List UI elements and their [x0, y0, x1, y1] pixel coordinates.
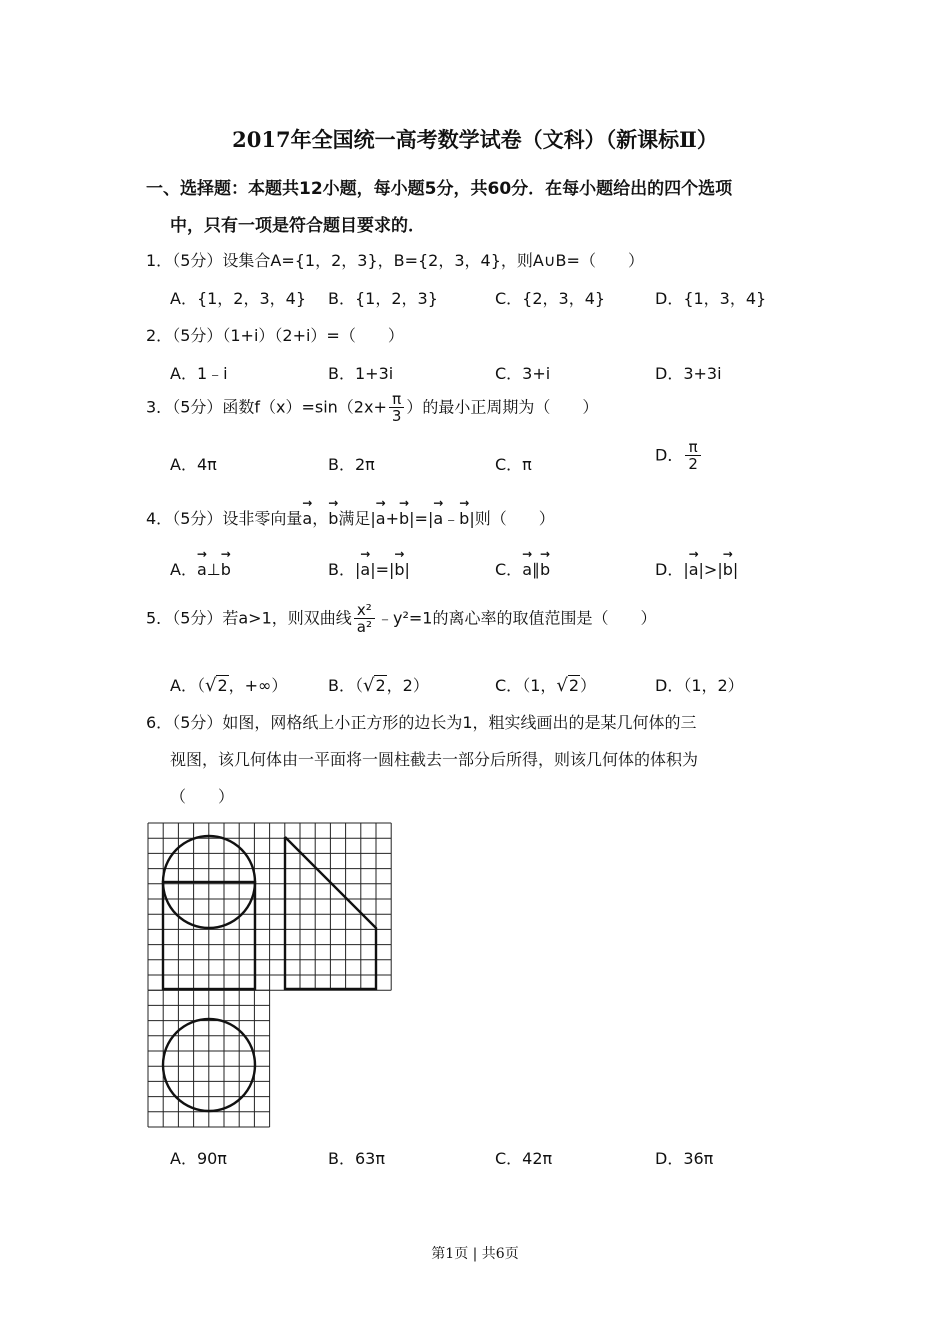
question-3	[146, 392, 598, 424]
q3-option-d	[655, 440, 703, 472]
page-footer: 第1页 | 共6页	[431, 1246, 519, 1262]
vector-a: → a	[376, 503, 386, 528]
q3-option-a: A．4π	[170, 455, 217, 474]
sqrt-2: √2	[363, 675, 386, 696]
option-label: B．	[328, 560, 355, 579]
option-text: ，2）	[386, 676, 429, 695]
question-2	[146, 323, 404, 346]
option-label: D．	[655, 445, 684, 465]
fraction-pi-over-2	[685, 440, 701, 472]
question-number: 2．	[146, 326, 173, 345]
q3-option-c: C．π	[495, 455, 532, 474]
q2-option-d: D．3+3i	[655, 364, 722, 383]
fraction-numerator: π	[392, 390, 402, 408]
fraction-x2-over-a2	[354, 603, 375, 635]
question-number: 3．	[146, 397, 173, 417]
question-number: 5．	[146, 608, 173, 628]
option-text: （1，	[522, 676, 557, 695]
equals-sign: |=|	[409, 509, 434, 528]
q6-option-d: D．36π	[655, 1149, 714, 1168]
question-text-post: ）的最小正周期为（ ）	[406, 397, 599, 417]
q4-option-b: B．|→ a|=|→ b|	[328, 554, 410, 580]
option-text: ，+∞）	[228, 676, 288, 695]
q4-option-c	[495, 554, 550, 580]
question-number: 4．	[146, 509, 173, 528]
question-text-pre: （5分）设非零向量	[172, 509, 303, 528]
minus-sign: ﹣	[443, 509, 460, 528]
q6-option-b: B．63π	[328, 1149, 385, 1168]
q5-option-c	[495, 673, 596, 696]
q4-option-a	[170, 554, 231, 580]
option-label: A．	[170, 676, 197, 695]
fraction-numerator: x²	[356, 601, 372, 619]
exam-title: 2017年全国统一高考数学试卷（文科）（新课标Ⅱ）	[232, 127, 718, 152]
three-view-figure	[140, 815, 400, 1135]
vector-b: → b	[459, 503, 469, 528]
question-1	[146, 248, 644, 271]
question-text: （5分）设集合A={1，2，3}，B={2，3，4}，则A∪B=（ ）	[172, 251, 644, 270]
question-number: 6．	[146, 713, 173, 732]
q2-option-b: B．1+3i	[328, 364, 394, 383]
q2-option-a: A．1﹣i	[170, 364, 228, 383]
vector-b: → b	[723, 554, 733, 579]
question-6-line2: 视图，该几何体由一平面将一圆柱截去一部分后所得，则该几何体的体积为	[170, 750, 699, 769]
section-heading-cont: 中，只有一项是符合题目要求的．	[170, 216, 425, 236]
sqrt-argument: 2	[217, 676, 228, 695]
q5-option-b: B．（√2，2）	[328, 675, 429, 696]
vector-a: → a	[360, 554, 370, 579]
q4-option-d: D．|→ a|>|→ b|	[655, 554, 738, 580]
question-text-pre: （5分）函数f（x）=sin（2x+	[172, 397, 387, 417]
question-6	[146, 710, 697, 733]
option-label: C．	[495, 676, 523, 695]
question-text: （5分）（1+i）（2+i）=（ ）	[172, 326, 404, 345]
question-4	[146, 503, 555, 529]
vector-a: → a	[522, 554, 532, 579]
q5-option-d: D．（1，2）	[655, 676, 744, 695]
vector-a: → a	[197, 554, 207, 579]
question-6-line3: （ ）	[170, 787, 235, 806]
fraction-numerator: π	[688, 438, 698, 456]
parallel-sign: ∥	[532, 560, 540, 579]
vector-b: → b	[399, 503, 409, 528]
q1-option-d: D．{1，3，4}	[655, 289, 767, 308]
option-label: A．	[170, 560, 197, 579]
q1-option-b: B．{1，2，3}	[328, 289, 438, 308]
q5-option-a: A．（√2，+∞）	[170, 675, 288, 696]
vector-a: → a	[433, 503, 443, 528]
sqrt-argument: 2	[568, 676, 580, 695]
question-text-pre: （5分）若a>1，则双曲线	[172, 608, 352, 628]
q6-option-c: C．42π	[495, 1149, 553, 1168]
greater-than-sign: |>|	[698, 560, 723, 579]
vector-b: → b	[394, 554, 404, 579]
fraction-denominator: 3	[389, 407, 405, 424]
perpendicular-sign: ⊥	[206, 560, 221, 579]
vector-b: → b	[328, 503, 338, 528]
fraction-pi-over-3	[389, 392, 405, 424]
section-heading: 一、选择题：本题共12小题，每小题5分，共60分．在每小题给出的四个选项	[146, 179, 733, 199]
option-text: ）	[580, 676, 597, 695]
plus-sign: +	[385, 509, 399, 528]
vector-a: → a	[302, 503, 312, 528]
q1-option-c: C．{2，3，4}	[495, 289, 606, 308]
vector-b: → b	[221, 554, 231, 579]
q2-option-c: C．3+i	[495, 364, 551, 383]
question-text-post: ﹣y²=1的离心率的取值范围是（ ）	[376, 608, 657, 628]
vector-a: → a	[689, 554, 699, 579]
fraction-denominator: 2	[685, 455, 701, 472]
question-number: 1．	[146, 251, 173, 270]
sqrt-2: √2	[204, 675, 228, 696]
equals-sign: |=|	[370, 560, 395, 579]
question-text-mid: 满足|	[338, 509, 376, 528]
q3-option-b: B．2π	[328, 455, 375, 474]
vector-b: → b	[540, 554, 550, 579]
sqrt-argument: 2	[375, 676, 386, 695]
question-text-post: |则（ ）	[469, 509, 555, 528]
sqrt-2: √2	[556, 675, 580, 696]
q6-option-a: A．90π	[170, 1149, 227, 1168]
separator: ，	[312, 509, 329, 528]
fraction-denominator: a²	[354, 618, 375, 635]
question-5	[146, 603, 656, 635]
option-label: B．	[328, 676, 355, 695]
q1-option-a: A．{1，2，3，4}	[170, 289, 307, 308]
question-text: （5分）如图，网格纸上小正方形的边长为1，粗实线画出的是某几何体的三	[172, 713, 697, 732]
grid-top	[148, 823, 391, 1127]
option-label: C．	[495, 560, 523, 579]
option-label: D．	[655, 560, 684, 579]
